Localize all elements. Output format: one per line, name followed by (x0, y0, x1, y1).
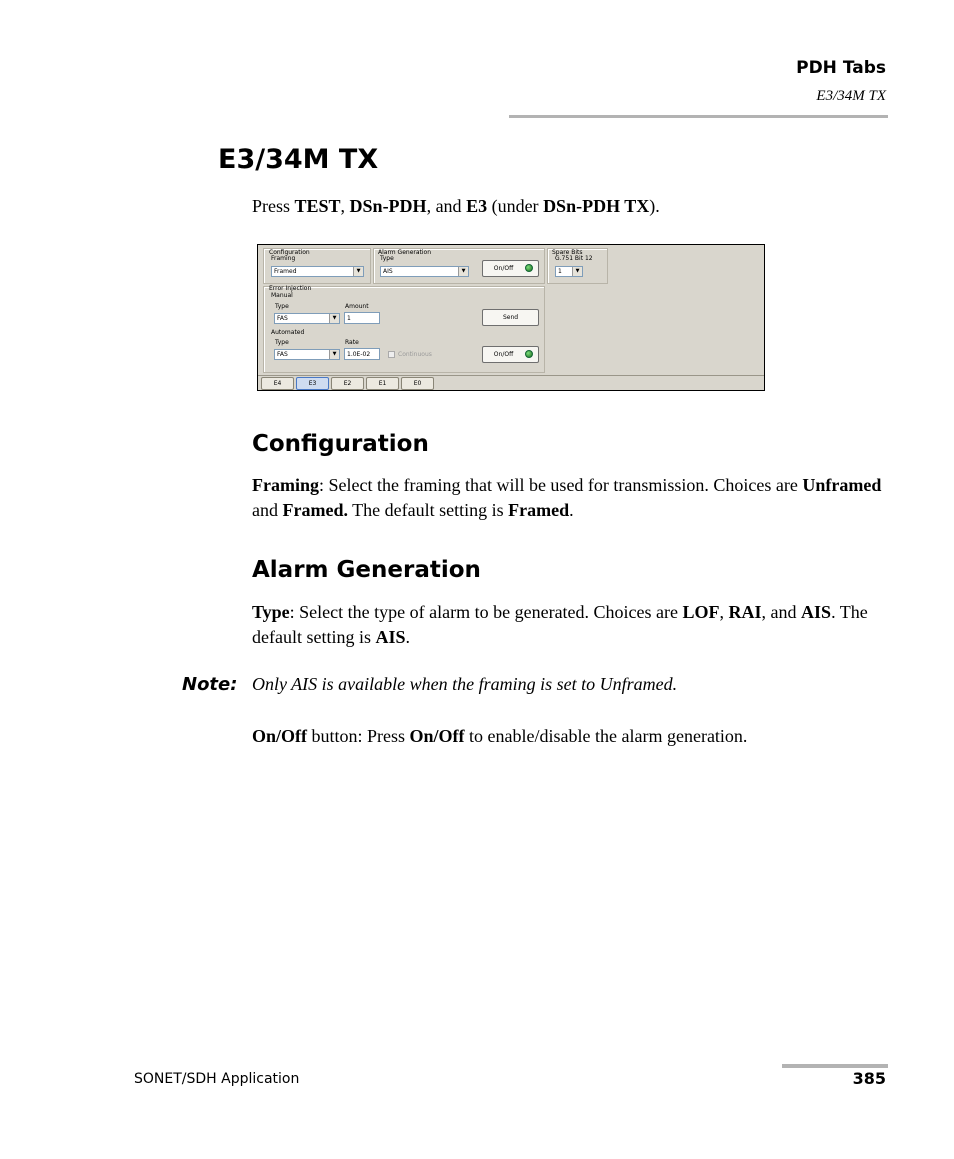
spare-bits-select[interactable]: 1 ▼ (555, 266, 583, 277)
e3-tx-panel-screenshot (257, 244, 765, 391)
page-title: E3/34M TX (218, 144, 379, 175)
tab-e2[interactable]: E2 (331, 377, 364, 390)
pdh-tab-bar (258, 375, 764, 390)
alarm-generation-group-label: Alarm Generation (378, 249, 432, 256)
note-text: Only AIS is available when the framing is set to Unframed. (252, 674, 678, 694)
manual-label: Manual (271, 292, 293, 299)
status-led-icon (525, 264, 533, 272)
chevron-down-icon: ▼ (572, 267, 582, 276)
send-button[interactable]: Send (482, 309, 539, 326)
continuous-label: Continuous (398, 351, 432, 358)
chevron-down-icon: ▼ (329, 350, 339, 359)
automated-label: Automated (271, 329, 305, 336)
tab-e1[interactable]: E1 (366, 377, 399, 390)
framing-select[interactable]: Framed ▼ (271, 266, 364, 277)
amount-input[interactable]: 1 (344, 312, 380, 324)
automated-onoff-button[interactable]: On/Off (482, 346, 539, 363)
page-number: 385 (852, 1069, 886, 1088)
rate-input[interactable]: 1.0E-02 (344, 348, 380, 360)
chevron-down-icon: ▼ (353, 267, 363, 276)
header-rule (509, 115, 888, 118)
alarm-type-select[interactable]: AIS ▼ (380, 266, 469, 277)
spare-bits-group-label: Spare Bits (552, 249, 583, 256)
intro-paragraph: Press TEST, DSn-PDH, and E3 (under DSn-PDH TX). (252, 196, 660, 216)
g751-bit12-label: G.751 Bit 12 (555, 255, 593, 262)
alarm-onoff-button[interactable]: On/Off (482, 260, 539, 277)
chevron-down-icon: ▼ (329, 314, 339, 323)
framing-label: Framing (271, 255, 296, 262)
automated-type-label: Type (275, 339, 289, 346)
onoff-paragraph: On/Off button: Press On/Off to enable/disable the alarm generation. (252, 726, 748, 746)
manual-type-select[interactable]: FAS ▼ (274, 313, 340, 324)
tab-e0[interactable]: E0 (401, 377, 434, 390)
rate-label: Rate (345, 339, 359, 346)
manual-type-label: Type (275, 303, 289, 310)
tab-e3[interactable]: E3 (296, 377, 329, 390)
configuration-group-label: Configuration (269, 249, 310, 256)
automated-type-select[interactable]: FAS ▼ (274, 349, 340, 360)
running-header-subtitle: E3/34M TX (816, 88, 886, 104)
continuous-checkbox[interactable] (388, 351, 395, 358)
footer-document-title: SONET/SDH Application (134, 1071, 300, 1087)
amount-label: Amount (345, 303, 369, 310)
running-header-title: PDH Tabs (796, 58, 886, 78)
error-injection-group-label: Error Injection (269, 285, 312, 292)
alarm-generation-heading: Alarm Generation (252, 557, 481, 583)
footer-rule (782, 1064, 888, 1068)
alarm-type-label: Type (380, 255, 394, 262)
configuration-heading: Configuration (252, 431, 429, 457)
tab-e4[interactable]: E4 (261, 377, 294, 390)
chevron-down-icon: ▼ (458, 267, 468, 276)
note-label: Note: (182, 674, 238, 695)
alarm-generation-paragraph: Type: Select the type of alarm to be generated. Choices are LOF, RAI, and AIS. The default setting is AIS. (252, 602, 868, 647)
status-led-icon (525, 350, 533, 358)
configuration-paragraph: Framing: Select the framing that will be used for transmission. Choices are Unframed and Framed. The default setting is Framed. (252, 475, 882, 520)
